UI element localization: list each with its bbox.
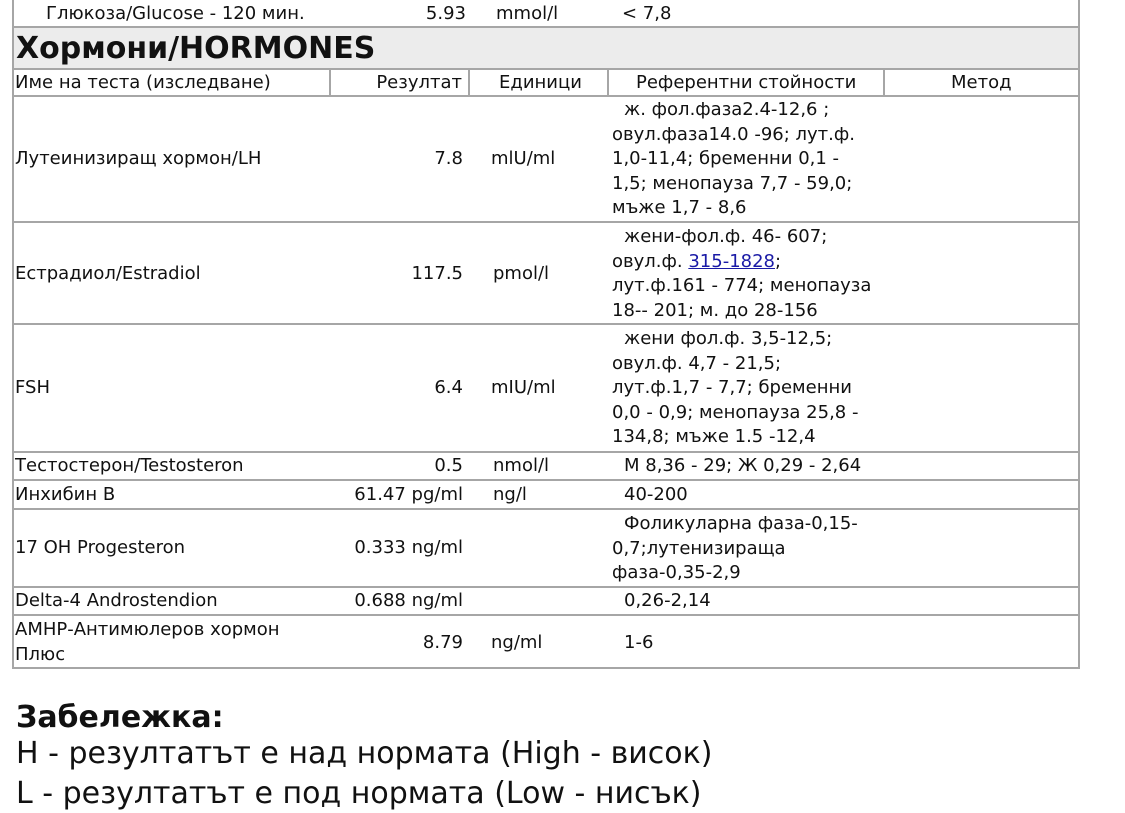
- row-ref: жени фол.ф. 3,5-12,5; овул.ф. 4,7 - 21,5; лут.ф.1,7 - 7,7; бременни 0,0 - 0,9; менопауза 25,8 - 134,8; мъже 1.5 -12,4: [612, 328, 859, 447]
- row-ref: 0,26-2,14: [624, 590, 711, 611]
- row-unit: mIU/ml: [491, 377, 556, 398]
- row-ref: М 8,36 - 29; Ж 0,29 - 2,64: [624, 455, 862, 476]
- row-result: 0.5: [434, 455, 463, 476]
- glucose-unit: mmol/l: [496, 3, 559, 24]
- row-ref: ж. фол.фаза2.4-12,6 ; овул.фаза14.0 -96; лут.ф. 1,0-11,4; бременни 0,1 - 1,5; менопауза 7,7 - 59,0; мъже 1,7 - 8,6: [612, 99, 855, 218]
- row-result: 6.4: [434, 377, 463, 398]
- row-test: 17 OH Progesteron: [15, 537, 186, 558]
- header-test: Име на теста (изследване): [15, 72, 271, 93]
- note-line-low: L - резултатът е под нормата (Low - нисък): [16, 776, 702, 811]
- glucose-result: 5.93: [425, 3, 466, 24]
- row-result: 0.688 ng/ml: [354, 590, 463, 611]
- row-test: Естрадиол/Estradiol: [15, 263, 201, 284]
- row-result: 8.79: [422, 632, 463, 653]
- section-title: Хормони/HORMONES: [16, 31, 376, 66]
- row-result: 117.5: [411, 263, 463, 284]
- row-test: Лутеинизиращ хормон/LH: [15, 148, 262, 169]
- row-result: 7.8: [434, 148, 463, 169]
- header-unit: Единици: [499, 72, 582, 93]
- header-result: Резултат: [376, 72, 462, 93]
- row-ref: жени-фол.ф. 46- 607; овул.ф. 315-1828; лут.ф.161 - 774; менопауза 18-- 201; м. до 28-156: [612, 226, 872, 321]
- row-unit: ng/l: [493, 484, 527, 505]
- row-test: АМНР-Антимюлеров хормон Плюс: [15, 619, 280, 665]
- row-test: Тестостерон/Testosteron: [15, 455, 244, 476]
- row-ref: Фоликуларна фаза-0,15- 0,7;лутенизираща фаза-0,35-2,9: [612, 513, 858, 583]
- row-result: 0.333 ng/ml: [354, 537, 463, 558]
- note-line-high: H - резултатът е над нормата (High - висок): [16, 736, 713, 771]
- header-ref: Референтни стойности: [636, 72, 857, 93]
- row-unit: ng/ml: [491, 632, 543, 653]
- row-result: 61.47 pg/ml: [354, 484, 463, 505]
- row-unit: pmol/l: [493, 263, 550, 284]
- row-test: FSH: [15, 377, 50, 398]
- row-test: Delta-4 Androstendion: [15, 590, 218, 611]
- row-unit: nmol/l: [493, 455, 550, 476]
- header-method: Метод: [951, 72, 1012, 93]
- row-ref: 1-6: [624, 632, 654, 653]
- row-ref: 40-200: [624, 484, 688, 505]
- glucose-ref: < 7,8: [622, 3, 672, 24]
- row-test: Инхибин В: [15, 484, 116, 505]
- row-unit: mlU/ml: [491, 148, 556, 169]
- note-title: Забележка:: [16, 700, 224, 735]
- glucose-test: Глюкоза/Glucose - 120 мин.: [46, 3, 305, 24]
- ref-range-link[interactable]: 315-1828: [688, 250, 776, 272]
